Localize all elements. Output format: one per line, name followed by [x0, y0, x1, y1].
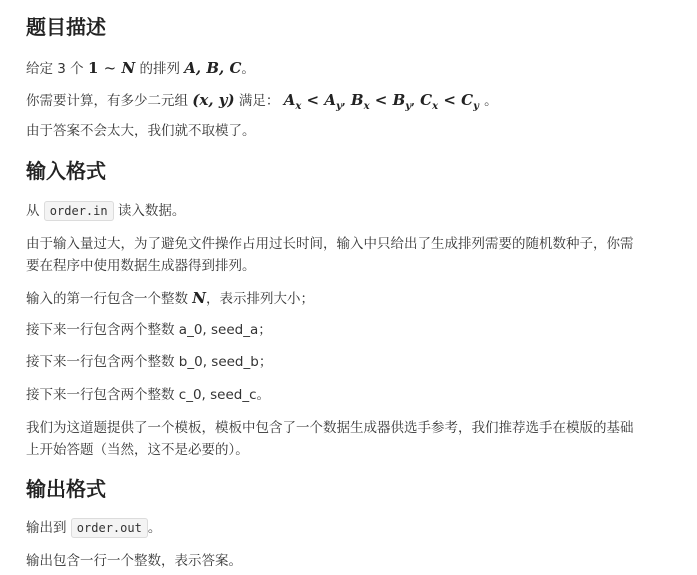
- output-file-line: 输出到 order.out 。: [26, 520, 162, 536]
- description-line-3: 由于答案不会太大，我们就不取模了。: [26, 123, 256, 139]
- section-title-output: 输出格式: [26, 477, 106, 501]
- section-title-input: 输入格式: [26, 159, 106, 183]
- description-line-1: 给定 3 个 1 ~ N 的排列 A, B, C。: [26, 59, 255, 77]
- input-line-c: 接下来一行包含两个整数 c_0, seed_c。: [26, 387, 271, 403]
- condition-formula: $A_x < A_y$, $B_x < B_y$, $C_x < C_y$: [283, 91, 479, 112]
- section-title-description: 题目描述: [26, 15, 106, 39]
- input-paragraph-2: 我们为这道题提供了一个模板，模板中包含了一个数据生成器供选手参考，我们推荐选手在模版的基础上开始答题（当然，这不是必要的）。: [26, 420, 634, 458]
- input-line-b: 接下来一行包含两个整数 b_0, seed_b；: [26, 354, 273, 370]
- output-line-1: 输出包含一行一个整数，表示答案。: [26, 553, 242, 569]
- output-filename: order.out: [71, 518, 148, 538]
- input-paragraph-1: 由于输入量过大，为了避免文件操作占用过长时间，输入中只给出了生成排列需要的随机数种子，你需要在程序中使用数据生成器得到排列。: [26, 236, 634, 274]
- pair-xy: (x, y): [192, 91, 235, 109]
- input-file-line: 从 order.in 读入数据。: [26, 203, 186, 219]
- input-line-a: 接下来一行包含两个整数 a_0, seed_a；: [26, 322, 272, 338]
- input-line-n: 输入的第一行包含一个整数 N，表示排列大小；: [26, 289, 315, 307]
- input-filename: order.in: [44, 201, 114, 221]
- description-line-2: 你需要计算，有多少二元组 (x, y) 满足： $A_x < A_y$, $B_x < B_y$, $C_x < C_y$ 。: [26, 91, 498, 112]
- permutation-names: A, B, C: [184, 59, 242, 77]
